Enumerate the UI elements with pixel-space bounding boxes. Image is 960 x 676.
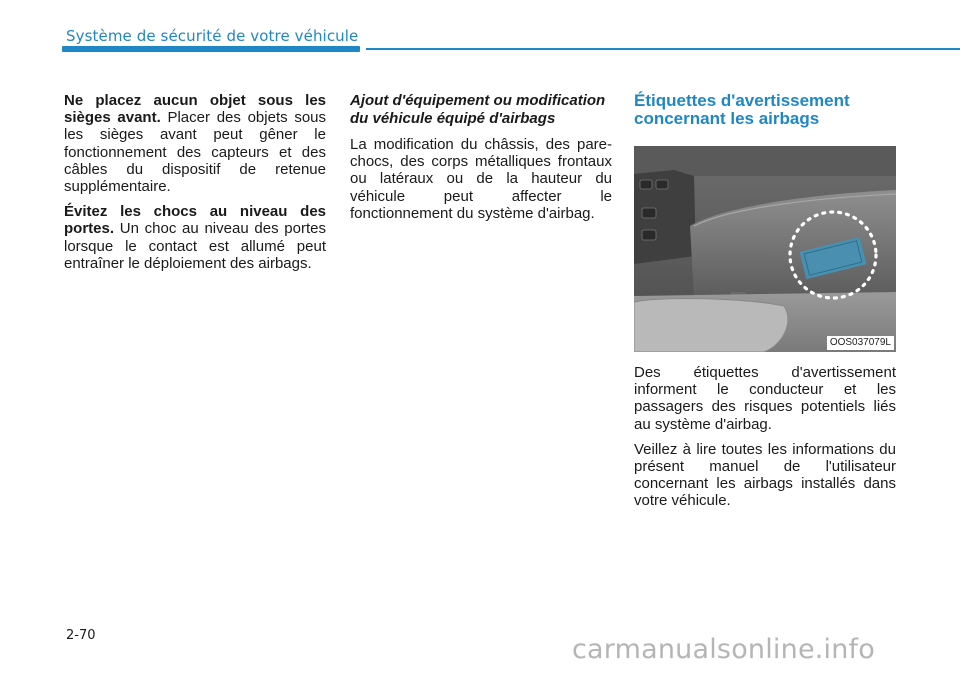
- column-right: [634, 92, 896, 518]
- sun-visor-illustration: [634, 146, 896, 352]
- header-accent-bar: [62, 46, 360, 52]
- page-number: 2-70: [66, 628, 96, 643]
- airbag-label-photo: [634, 146, 896, 352]
- paragraph-seats: [64, 92, 326, 195]
- figure-caption: OOS037079L: [827, 336, 894, 350]
- paragraph-modification: La modification du châssis, des pare-chocs, des corps métalliques frontaux ou latéraux ou de la hauteur du véhicule peut affecter le fonctionnement du système d'airbag.: [350, 136, 612, 222]
- column-left: [64, 92, 326, 280]
- header-rule: [366, 48, 960, 50]
- paragraph-body: Un choc au niveau des portes lorsque le contact est allumé peut entraîner le déploiement des airbags.: [64, 220, 326, 272]
- paragraph-doors: [64, 203, 326, 272]
- paragraph-body: Placer des objets sous les sièges avant peut gêner le fonctionnement des capteurs et des câbles du dispositif de retenue supplémentaire.: [64, 109, 326, 196]
- paragraph-lead: Ne placez aucun objet sous les sièges avant.: [64, 92, 326, 127]
- section-header-title: Système de sécurité de votre véhicule: [66, 27, 359, 45]
- paragraph-read-manual: Veillez à lire toutes les informations du présent manuel de l'utilisateur concernant les airbags installés dans votre véhicule.: [634, 440, 896, 510]
- paragraph-lead: Évitez les chocs au niveau des portes.: [64, 203, 326, 238]
- column-middle: [350, 92, 612, 230]
- watermark: carmanualsonline.info: [572, 634, 875, 665]
- section-title: Étiquettes d'avertissement concernant les airbags: [634, 91, 850, 128]
- paragraph-labels: Des étiquettes d'avertissement informent le conducteur et les passagers des risques potentiels liés au système d'airbag.: [634, 364, 896, 433]
- subsection-title: Ajout d'équipement ou modification du véhicule équipé d'airbags: [350, 92, 606, 127]
